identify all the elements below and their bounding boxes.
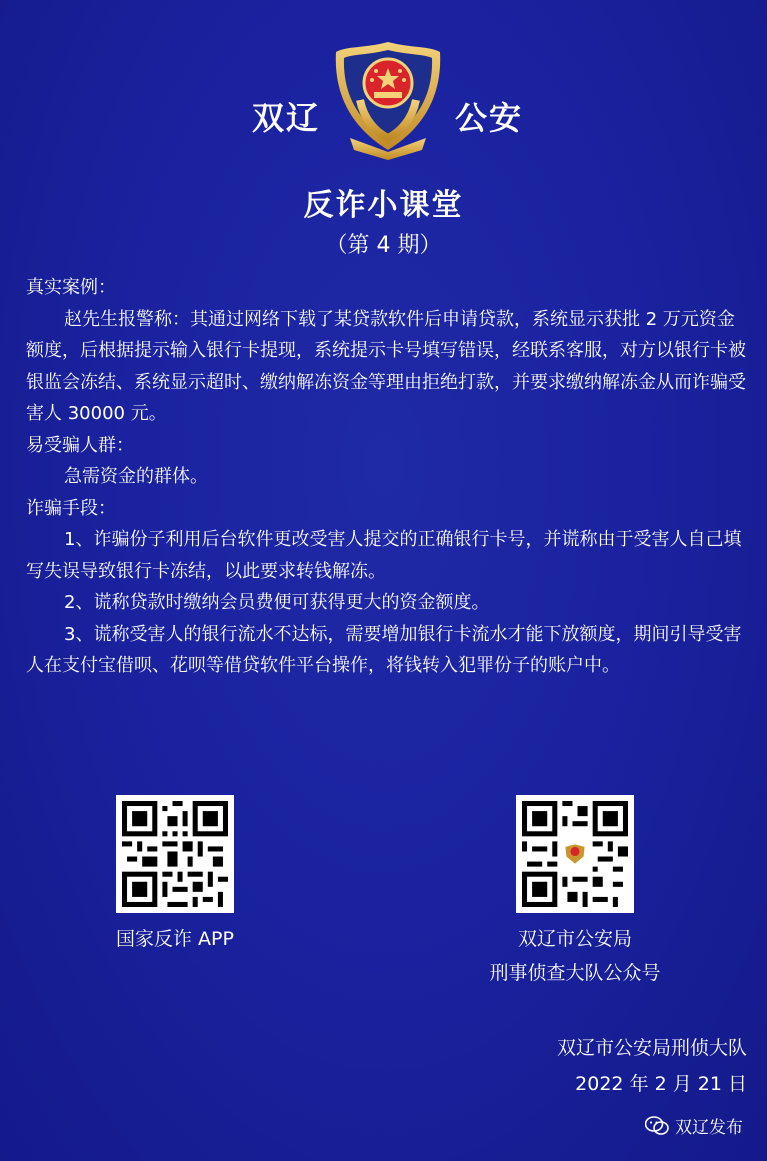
case-heading: 真实案例： — [26, 277, 116, 298]
qr-label-public-account-line-2: 刑事侦查大队公众号 — [489, 962, 661, 984]
method-3: 3、谎称受害人的银行流水不达标，需要增加银行卡流水才能下放额度，期间引导受害人在支付宝借呗、花呗等借贷软件平台操作，将钱转入犯罪份子的账户中。 — [26, 623, 742, 676]
brand-left: 双辽 — [252, 99, 321, 137]
signature — [557, 1030, 747, 1102]
qr-label-app: 国家反诈 APP — [116, 928, 234, 950]
method-2: 2、谎称贷款时缴纳会员费便可获得更大的资金额度。 — [64, 592, 490, 613]
victims-heading: 易受骗人群： — [26, 434, 134, 456]
qr-code-public-account-image — [522, 801, 628, 907]
footer-brand — [645, 1113, 743, 1138]
case-text: 赵先生报警称：其通过网络下载了某贷款软件后申请贷款，系统显示获批 2 万元资金额度，后根据提示输入银行卡提现，系统提示卡号填写错误，经联系客服，对方以银行卡被银监会冻结、系统显示超时、缴纳解冻资金等理由拒绝打款，并要求缴纳解冻金从而诈骗受害人 30000 元。 — [26, 308, 746, 424]
signature-date: 2022 年 2 月 21 日 — [575, 1073, 747, 1095]
wechat-icon — [645, 1116, 669, 1136]
qr-label-public-account — [440, 922, 710, 990]
header — [0, 38, 767, 168]
footer-brand-name: 双辽发布 — [675, 1118, 743, 1138]
police-emblem-icon — [330, 38, 446, 163]
article-body — [26, 272, 748, 682]
brand-right: 公安 — [455, 99, 524, 137]
qr-code-public-account[interactable] — [516, 795, 634, 913]
signature-org: 双辽市公安局刑侦大队 — [556, 1037, 747, 1059]
page-title: 反诈小课堂 — [303, 188, 464, 223]
method-1: 1、诈骗份子利用后台软件更改受害人提交的正确银行卡号，并谎称由于受害人自己填写失误导致银行卡冻结，以此要求转钱解冻。 — [26, 529, 742, 582]
methods-heading: 诈骗手段： — [26, 497, 116, 519]
qr-code-app[interactable] — [116, 795, 234, 913]
qr-label-public-account-line-1: 双辽市公安局 — [517, 928, 632, 950]
victims-text: 急需资金的群体。 — [64, 466, 208, 487]
qr-code-app-image — [122, 801, 228, 907]
issue-number: （第 4 期） — [325, 233, 442, 258]
